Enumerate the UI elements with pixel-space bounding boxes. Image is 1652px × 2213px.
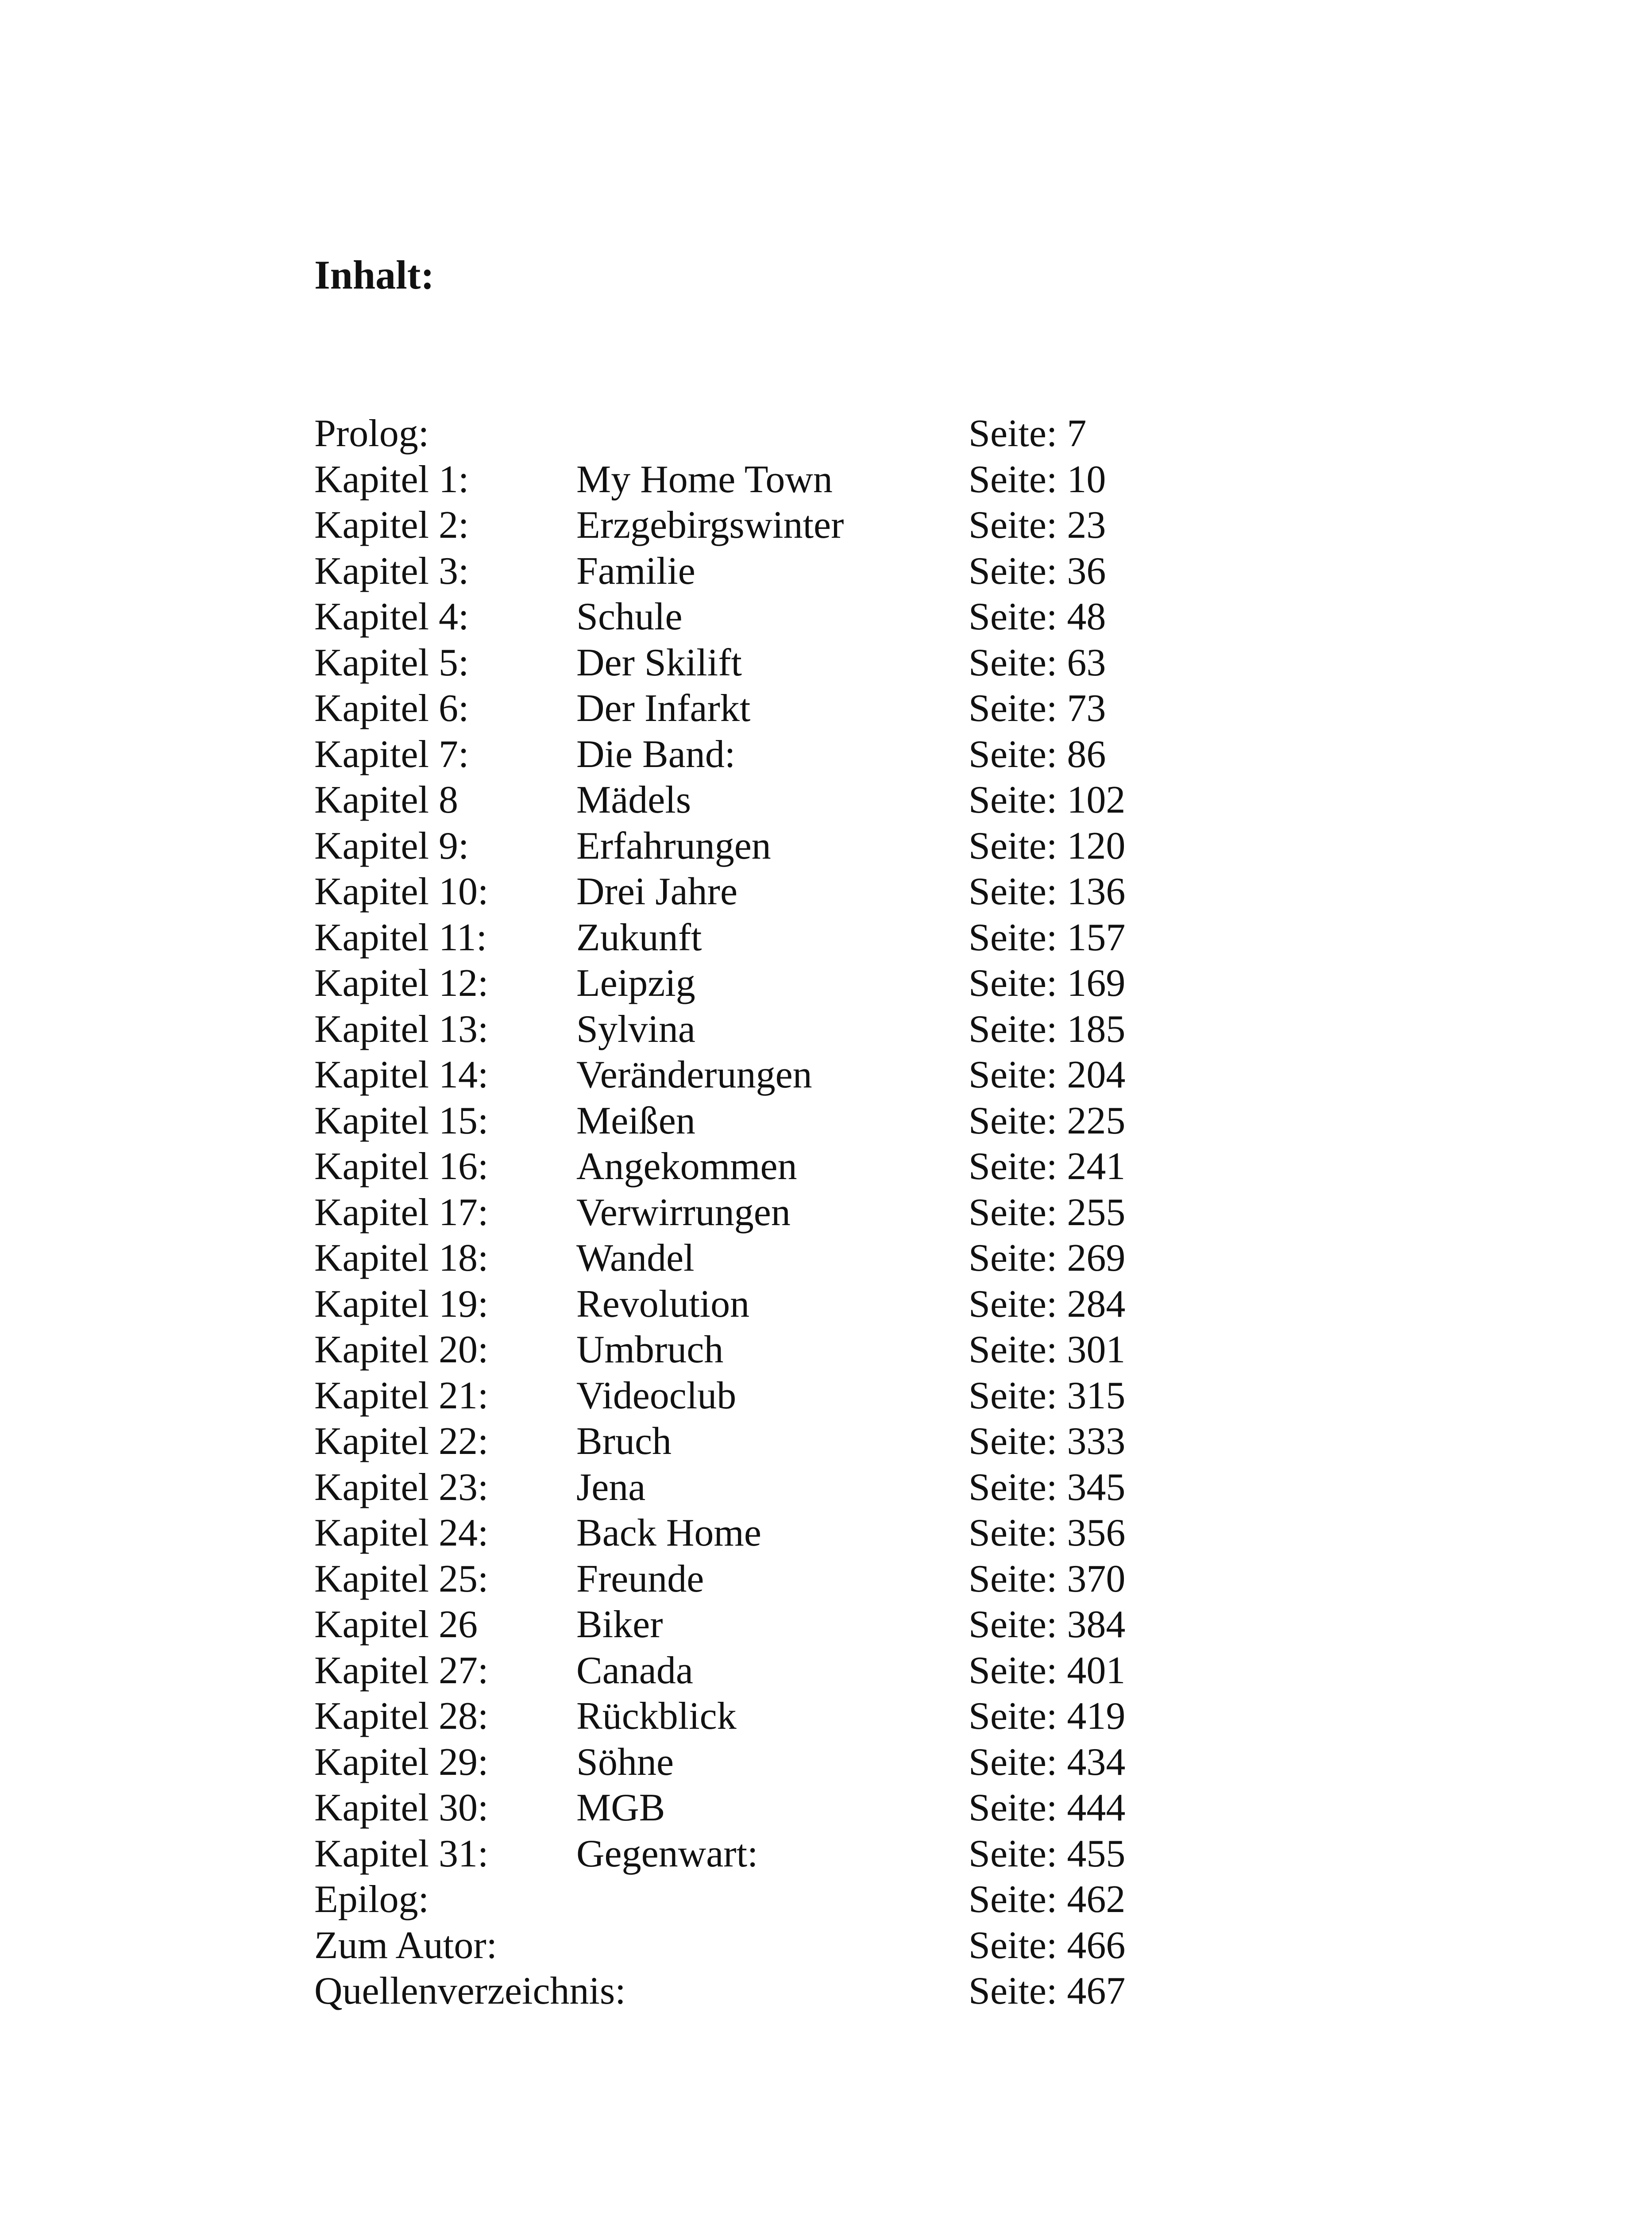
toc-entry-label: Kapitel 15: xyxy=(314,1099,489,1142)
toc-entry-page: Seite: 7 xyxy=(969,412,1087,455)
toc-entry-page: Seite: 241 xyxy=(969,1145,1126,1188)
toc-entry-title: Familie xyxy=(576,549,695,593)
toc-entry-page: Seite: 444 xyxy=(969,1786,1126,1829)
toc-entry-title: Revolution xyxy=(576,1282,750,1326)
toc-entry-title: Verwirrungen xyxy=(576,1191,791,1234)
toc-entry xyxy=(314,1785,1421,1831)
toc-entry-label: Prolog: xyxy=(314,412,429,455)
toc-entry-page: Seite: 36 xyxy=(969,549,1106,593)
toc-entry-page: Seite: 10 xyxy=(969,458,1106,501)
toc-entry-page: Seite: 284 xyxy=(969,1282,1126,1326)
toc-entry-label: Kapitel 8 xyxy=(314,779,459,821)
toc-entry-title: Veränderungen xyxy=(576,1053,812,1096)
toc-entry xyxy=(314,1739,1421,1785)
toc-entry-title: Erzgebirgswinter xyxy=(576,504,844,547)
toc-entry-label: Kapitel 7: xyxy=(314,733,469,776)
toc-entry-label: Kapitel 9: xyxy=(314,824,469,867)
toc-entry-label: Kapitel 11: xyxy=(314,916,487,959)
toc-entry-title: Leipzig xyxy=(576,962,695,1005)
toc-entry xyxy=(314,1235,1421,1281)
toc-entry-page: Seite: 157 xyxy=(969,916,1126,959)
toc-entry-label: Kapitel 22: xyxy=(314,1420,489,1463)
toc-entry-title: Söhne xyxy=(576,1740,674,1784)
toc-entry-title: Jena xyxy=(576,1465,646,1509)
toc-entry-label: Kapitel 16: xyxy=(314,1145,489,1188)
toc-entry xyxy=(314,457,1421,503)
toc-entry-page: Seite: 462 xyxy=(969,1878,1126,1921)
toc-entry xyxy=(314,1877,1421,1923)
toc-entry-label: Kapitel 5: xyxy=(314,641,469,684)
toc-entry-title: Angekommen xyxy=(576,1145,797,1188)
toc-entry-page: Seite: 384 xyxy=(969,1603,1126,1646)
toc-entry xyxy=(314,1281,1421,1327)
toc-entry-title: Mädels xyxy=(576,779,691,821)
toc-entry-title: MGB xyxy=(576,1786,665,1829)
toc-entry xyxy=(314,502,1421,548)
toc-entry-title: Videoclub xyxy=(576,1374,737,1417)
toc-entry-label: Kapitel 6: xyxy=(314,687,469,730)
toc-entry-page: Seite: 333 xyxy=(969,1420,1126,1463)
toc-entry-page: Seite: 225 xyxy=(969,1099,1126,1142)
toc-entry-title: Die Band: xyxy=(576,733,736,776)
toc-entry-page: Seite: 269 xyxy=(969,1237,1126,1280)
toc-entry-page: Seite: 434 xyxy=(969,1740,1126,1784)
toc-entry xyxy=(314,1510,1421,1556)
toc-entry-page: Seite: 185 xyxy=(969,1007,1126,1051)
toc-entry-page: Seite: 345 xyxy=(969,1465,1126,1509)
toc-entry-page: Seite: 315 xyxy=(969,1374,1126,1417)
toc-entry-label: Kapitel 29: xyxy=(314,1740,489,1784)
toc-entry xyxy=(314,732,1421,778)
toc-entry xyxy=(314,960,1421,1006)
toc-entry-page: Seite: 401 xyxy=(969,1649,1126,1692)
toc-entry-label: Kapitel 10: xyxy=(314,870,489,913)
toc-entry-label: Kapitel 4: xyxy=(314,595,469,638)
page-title: Inhalt: xyxy=(314,252,434,297)
toc-entry xyxy=(314,548,1421,594)
toc-entry xyxy=(314,1190,1421,1236)
toc-entry-label: Zum Autor: xyxy=(314,1924,498,1967)
toc-entry-page: Seite: 467 xyxy=(969,1970,1126,2013)
toc-entry-label: Kapitel 23: xyxy=(314,1465,489,1509)
toc-entry-title: Freunde xyxy=(576,1557,704,1600)
toc-entry-title: Canada xyxy=(576,1649,693,1692)
toc-entry xyxy=(314,869,1421,915)
toc-entry-title: Biker xyxy=(576,1603,663,1646)
toc-entry-page: Seite: 356 xyxy=(969,1511,1126,1554)
toc-entry xyxy=(314,1373,1421,1419)
toc-entry-title: Sylvina xyxy=(576,1007,695,1051)
toc-entry xyxy=(314,1144,1421,1190)
toc-entry-label: Kapitel 18: xyxy=(314,1237,489,1280)
toc-entry xyxy=(314,915,1421,961)
toc-entry-label: Kapitel 3: xyxy=(314,549,469,593)
toc-entry-label: Kapitel 12: xyxy=(314,962,489,1005)
toc-entry-title: Back Home xyxy=(576,1511,761,1554)
toc-entry-title: Der Skilift xyxy=(576,641,742,684)
toc-entry xyxy=(314,1602,1421,1648)
toc-entry-page: Seite: 120 xyxy=(969,824,1126,867)
toc-entry-title: Rückblick xyxy=(576,1695,737,1738)
toc-entry-page: Seite: 86 xyxy=(969,733,1106,776)
toc-entry-page: Seite: 23 xyxy=(969,504,1106,547)
toc-entry-label: Kapitel 13: xyxy=(314,1007,489,1051)
toc-entry-title: Drei Jahre xyxy=(576,870,738,913)
toc-entry-page: Seite: 102 xyxy=(969,779,1126,821)
toc-entry-label: Kapitel 21: xyxy=(314,1374,489,1417)
toc-entry-label: Kapitel 28: xyxy=(314,1695,489,1738)
toc-entry-label: Kapitel 26 xyxy=(314,1603,478,1646)
toc-entry-label: Kapitel 14: xyxy=(314,1053,489,1096)
toc-entry-label: Kapitel 1: xyxy=(314,458,469,501)
table-of-contents xyxy=(314,411,1421,2014)
toc-entry-page: Seite: 73 xyxy=(969,687,1106,730)
toc-entry-title: Erfahrungen xyxy=(576,824,771,867)
toc-entry-page: Seite: 63 xyxy=(969,641,1106,684)
toc-entry-label: Kapitel 27: xyxy=(314,1649,489,1692)
toc-entry-title: Umbruch xyxy=(576,1328,724,1371)
toc-entry-page: Seite: 255 xyxy=(969,1191,1126,1234)
toc-entry xyxy=(314,1693,1421,1739)
toc-entry-title: Zukunft xyxy=(576,916,702,959)
toc-entry-label: Kapitel 19: xyxy=(314,1282,489,1326)
toc-entry-label: Epilog: xyxy=(314,1878,429,1921)
toc-entry xyxy=(314,1419,1421,1465)
toc-entry xyxy=(314,1968,1421,2014)
toc-entry-page: Seite: 419 xyxy=(969,1695,1126,1738)
toc-entry-title: Schule xyxy=(576,595,683,638)
toc-entry xyxy=(314,1831,1421,1877)
toc-entry-label: Quellenverzeichnis: xyxy=(314,1970,626,2013)
toc-entry-page: Seite: 136 xyxy=(969,870,1126,913)
toc-entry-label: Kapitel 2: xyxy=(314,504,469,547)
toc-entry xyxy=(314,411,1421,457)
toc-entry-title: Wandel xyxy=(576,1237,695,1280)
toc-entry xyxy=(314,640,1421,686)
toc-entry-page: Seite: 301 xyxy=(969,1328,1126,1371)
toc-entry-page: Seite: 370 xyxy=(969,1557,1126,1600)
toc-entry-title: Gegenwart: xyxy=(576,1832,758,1875)
toc-entry xyxy=(314,1098,1421,1144)
toc-entry xyxy=(314,1556,1421,1602)
toc-entry-page: Seite: 48 xyxy=(969,595,1106,638)
toc-entry-page: Seite: 455 xyxy=(969,1832,1126,1875)
toc-entry xyxy=(314,686,1421,732)
toc-entry-label: Kapitel 24: xyxy=(314,1511,489,1554)
toc-entry-label: Kapitel 25: xyxy=(314,1557,489,1600)
toc-entry-label: Kapitel 20: xyxy=(314,1328,489,1371)
toc-entry-page: Seite: 169 xyxy=(969,962,1126,1005)
toc-entry xyxy=(314,1006,1421,1053)
toc-entry-page: Seite: 204 xyxy=(969,1053,1126,1096)
toc-entry-label: Kapitel 31: xyxy=(314,1832,489,1875)
toc-entry-title: Bruch xyxy=(576,1420,672,1463)
toc-entry xyxy=(314,1923,1421,1969)
toc-entry xyxy=(314,1052,1421,1098)
toc-entry-page: Seite: 466 xyxy=(969,1924,1126,1967)
toc-entry-title: Der Infarkt xyxy=(576,687,751,730)
toc-entry-title: Meißen xyxy=(576,1099,695,1142)
toc-entry xyxy=(314,1465,1421,1511)
toc-entry xyxy=(314,1648,1421,1694)
toc-entry-label: Kapitel 30: xyxy=(314,1786,489,1829)
toc-entry xyxy=(314,823,1421,869)
toc-entry xyxy=(314,1327,1421,1373)
toc-entry xyxy=(314,777,1421,823)
toc-entry-label: Kapitel 17: xyxy=(314,1191,489,1234)
toc-entry-title: My Home Town xyxy=(576,458,833,501)
toc-entry xyxy=(314,594,1421,640)
